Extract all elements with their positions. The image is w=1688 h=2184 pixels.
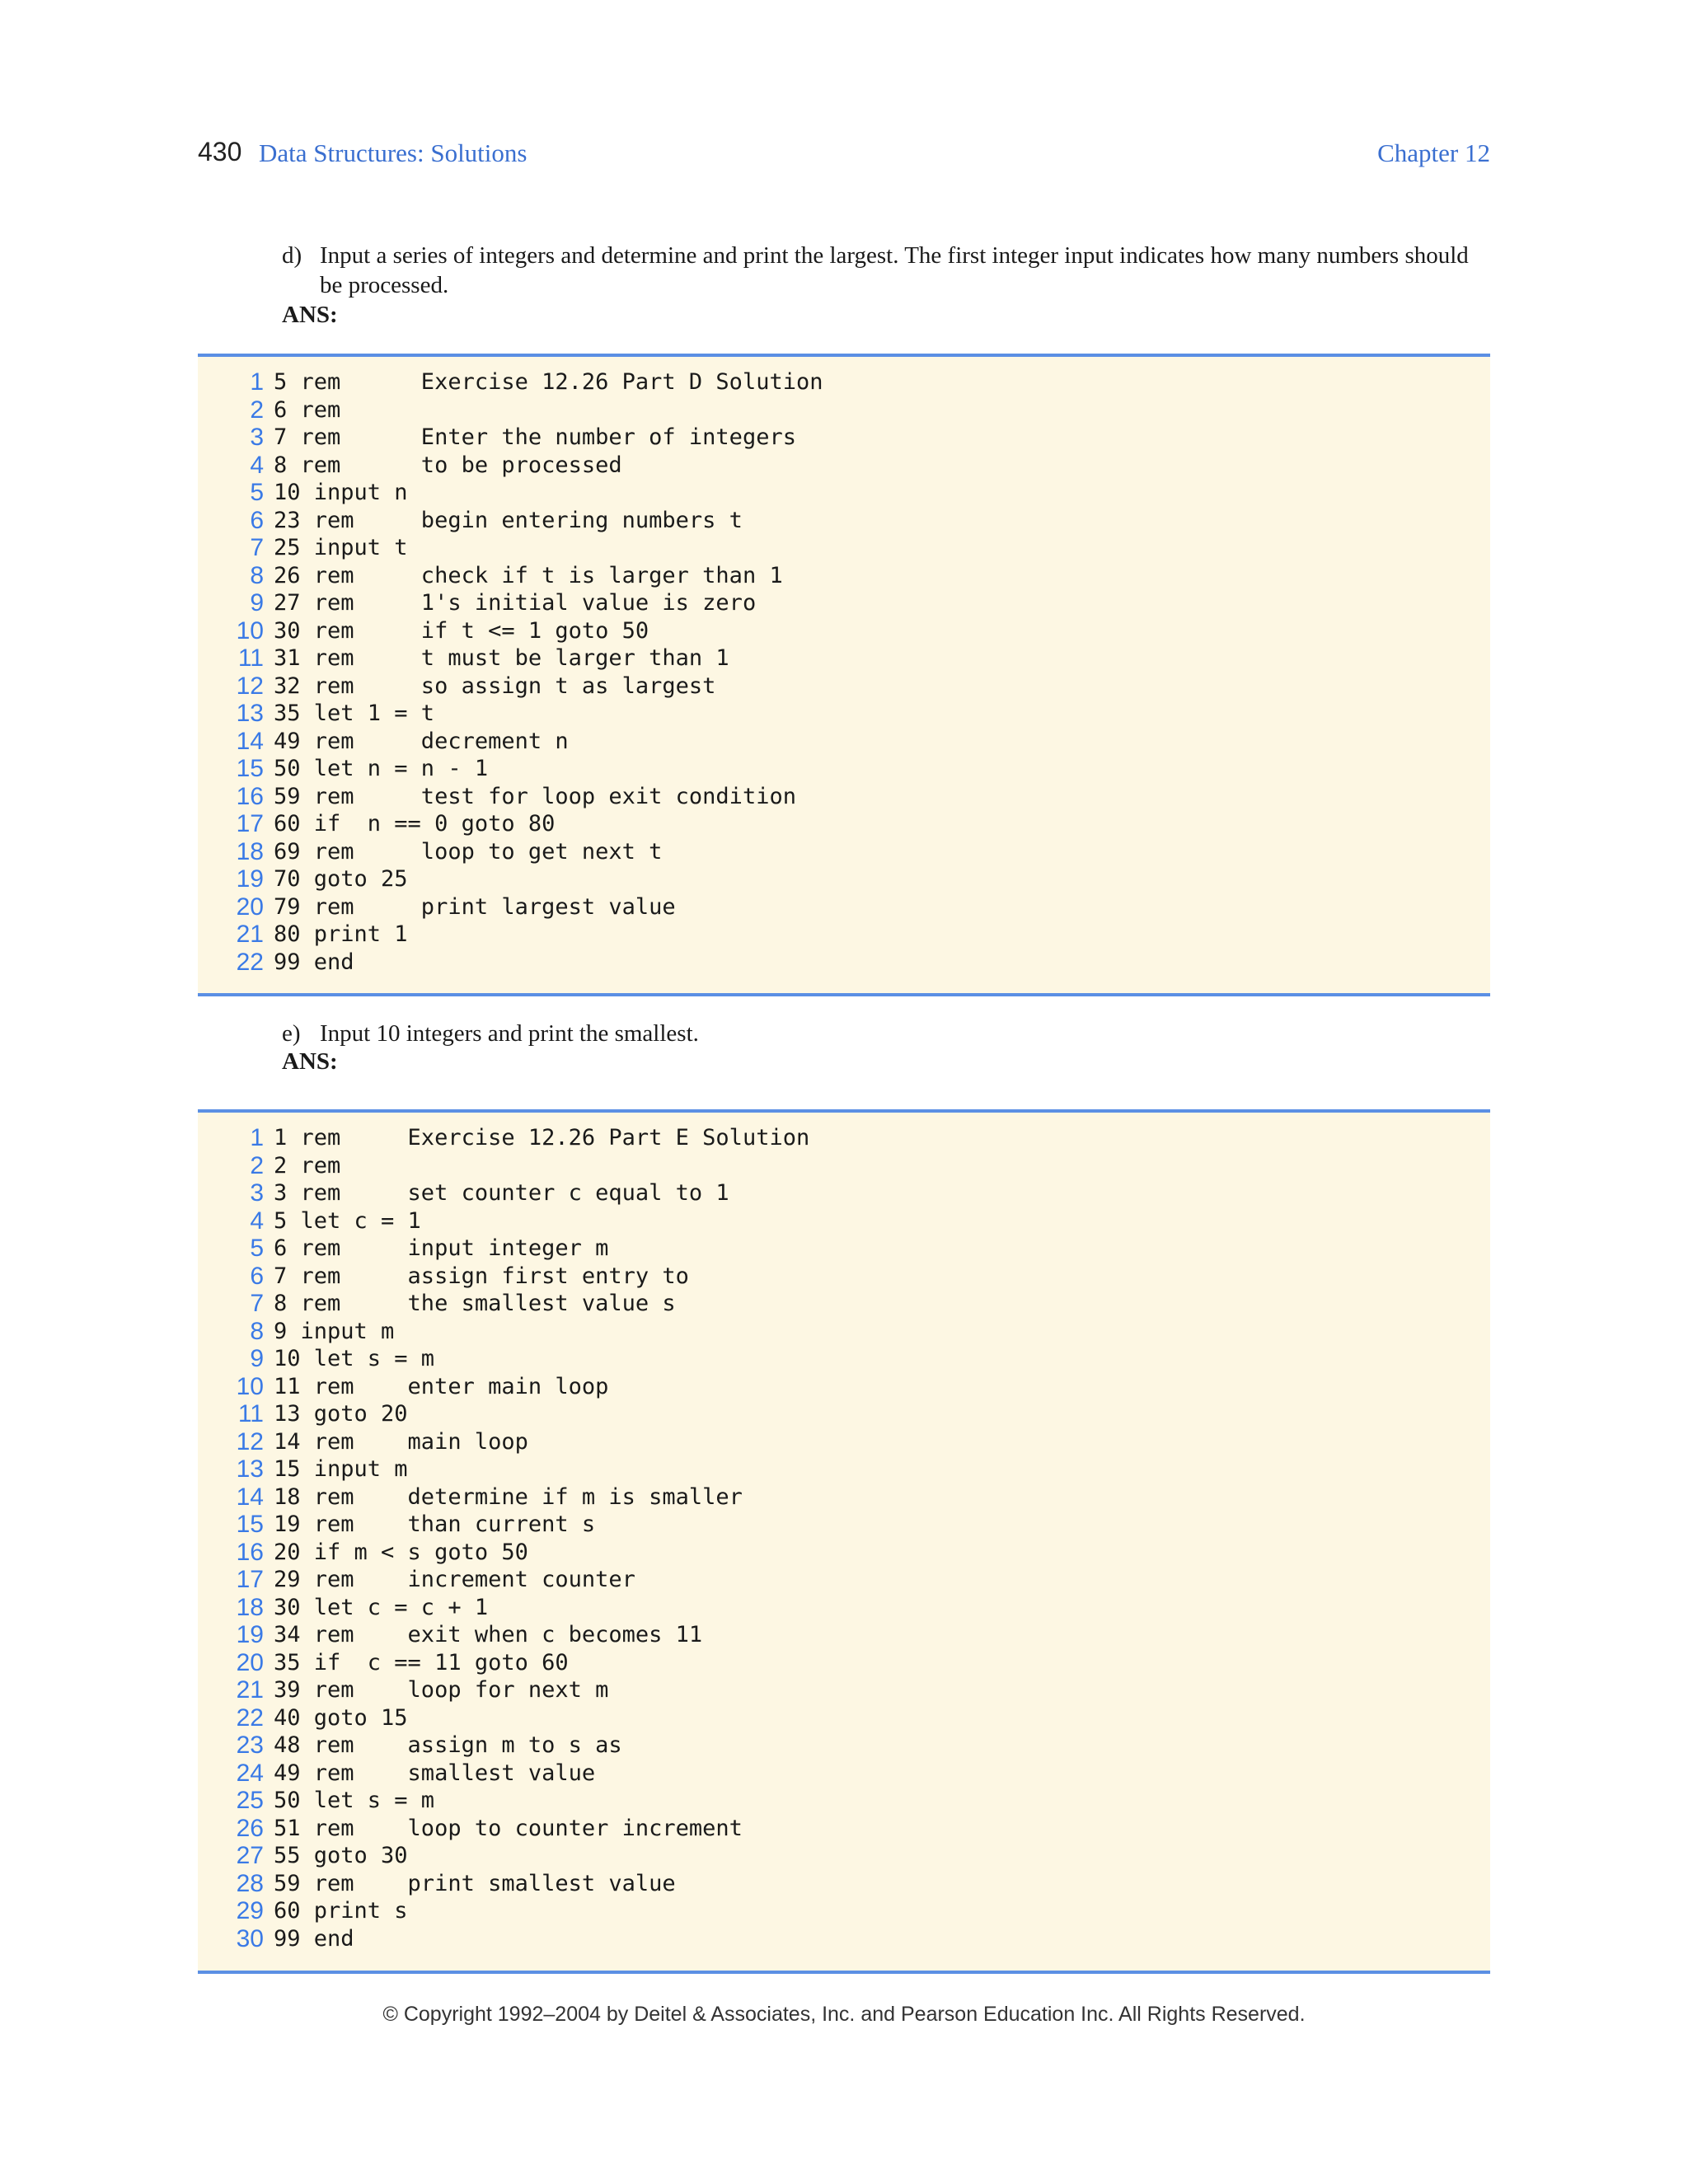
code-line: [198, 810, 1490, 838]
code-line: [198, 1760, 1490, 1788]
code-line: [198, 1373, 1490, 1401]
code-text: 29 rem increment counter: [274, 1567, 635, 1592]
code-text: 25 input t: [274, 535, 408, 560]
code-line: [198, 783, 1490, 811]
code-line: [198, 1179, 1490, 1207]
code-text: 19 rem than current s: [274, 1511, 596, 1537]
code-text: 6 rem input integer m: [274, 1235, 609, 1261]
code-line: [198, 1290, 1490, 1318]
line-number: 20: [236, 1648, 264, 1676]
code-text: 9 input m: [274, 1318, 395, 1344]
code-text: 35 if c == 11 goto 60: [274, 1649, 569, 1675]
code-text: 5 let c = 1: [274, 1207, 421, 1234]
line-number: 16: [236, 782, 264, 810]
code-line: [198, 507, 1490, 535]
code-text: 48 rem assign m to s as: [274, 1732, 622, 1758]
code-text: 10 let s = m: [274, 1346, 435, 1371]
line-number: 15: [236, 755, 264, 782]
line-number: 13: [236, 700, 264, 727]
line-number: 4: [250, 451, 264, 479]
code-line: [198, 1345, 1490, 1373]
code-line: [198, 1483, 1490, 1511]
code-line: [198, 1787, 1490, 1815]
code-text: 8 rem to be processed: [274, 452, 622, 478]
code-text: 59 rem test for loop exit condition: [274, 783, 796, 809]
question-d-letter: d): [282, 242, 302, 269]
line-number: 22: [236, 948, 264, 976]
line-number: 5: [250, 479, 264, 506]
line-number: 16: [236, 1538, 264, 1566]
code-line: [198, 1732, 1490, 1760]
code-line: [198, 1539, 1490, 1567]
code-listing-d: [198, 354, 1490, 996]
code-line: [198, 1207, 1490, 1235]
code-line: [198, 452, 1490, 480]
code-text: 51 rem loop to counter increment: [274, 1815, 743, 1841]
ans-label-d: ANS:: [282, 302, 338, 328]
line-number: 10: [236, 1372, 264, 1400]
code-text: 30 rem if t <= 1 goto 50: [274, 617, 649, 644]
line-number: 8: [250, 1317, 264, 1345]
line-number: 5: [250, 1235, 264, 1262]
line-number: 19: [236, 865, 264, 893]
code-line: [198, 1870, 1490, 1898]
line-number: 13: [236, 1455, 264, 1483]
code-text: 79 rem print largest value: [274, 893, 676, 920]
code-text: 40 goto 15: [274, 1704, 408, 1731]
line-number: 18: [236, 837, 264, 865]
line-number: 4: [250, 1207, 264, 1235]
code-line: [198, 1152, 1490, 1180]
code-line: [198, 1594, 1490, 1622]
page-header: [198, 137, 1490, 178]
code-text: 14 rem main loop: [274, 1428, 528, 1455]
line-number: 11: [237, 644, 264, 672]
line-number: 1: [250, 1124, 264, 1151]
code-text: 32 rem so assign t as largest: [274, 673, 716, 699]
code-line: [198, 893, 1490, 921]
code-line: [198, 1235, 1490, 1263]
line-number: 6: [250, 1262, 264, 1290]
code-text: 59 rem print smallest value: [274, 1870, 676, 1896]
code-line: [198, 1676, 1490, 1704]
line-number: 9: [250, 1345, 264, 1372]
line-number: 7: [250, 1290, 264, 1317]
line-number: 21: [236, 921, 264, 948]
code-text: 27 rem 1's initial value is zero: [274, 590, 757, 616]
code-text: 50 let s = m: [274, 1788, 435, 1813]
code-line: [198, 728, 1490, 756]
code-line: [198, 700, 1490, 728]
line-number: 3: [250, 1179, 264, 1207]
code-line: [198, 396, 1490, 424]
code-text: 49 rem smallest value: [274, 1760, 596, 1786]
code-text: 55 goto 30: [274, 1843, 408, 1868]
line-number: 2: [250, 396, 264, 424]
line-number: 11: [237, 1400, 264, 1427]
code-line: [198, 1649, 1490, 1677]
code-line: [198, 424, 1490, 452]
code-line: [198, 644, 1490, 673]
code-line: [198, 534, 1490, 562]
line-number: 22: [236, 1704, 264, 1732]
code-text: 5 rem Exercise 12.26 Part D Solution: [274, 369, 823, 395]
code-line: [198, 368, 1490, 396]
code-line: [198, 1897, 1490, 1925]
code-text: 70 goto 25: [274, 866, 408, 892]
question-e: [282, 1019, 1490, 1048]
code-text: 80 print 1: [274, 921, 408, 947]
question-e-text: Input 10 integers and print the smallest.: [320, 1020, 699, 1047]
code-text: 30 let c = c + 1: [274, 1594, 489, 1620]
code-line: [198, 562, 1490, 590]
line-number: 21: [236, 1676, 264, 1704]
line-number: 15: [236, 1511, 264, 1538]
code-text: 50 let n = n - 1: [274, 756, 489, 781]
code-line: [198, 673, 1490, 701]
code-text: 99 end: [274, 1925, 354, 1952]
code-line: [198, 838, 1490, 866]
code-text: 7 rem Enter the number of integers: [274, 424, 796, 450]
page-number: 430: [198, 137, 242, 166]
code-line: [198, 921, 1490, 949]
code-text: 15 input m: [274, 1456, 408, 1482]
copyright-footer: © Copyright 1992–2004 by Deitel & Associates, Inc. and Pearson Education Inc. All Rights Reserved.: [382, 2003, 1306, 2026]
code-text: 3 rem set counter c equal to 1: [274, 1180, 729, 1206]
code-line: [198, 1815, 1490, 1843]
line-number: 23: [236, 1732, 264, 1759]
code-text: 2 rem: [274, 1152, 341, 1179]
code-text: 7 rem assign first entry to: [274, 1263, 689, 1289]
code-text: 1 rem Exercise 12.26 Part E Solution: [274, 1125, 810, 1151]
code-line: [198, 1842, 1490, 1870]
code-listing-e: [198, 1109, 1490, 1974]
code-text: 31 rem t must be larger than 1: [274, 645, 729, 671]
question-e-letter: e): [282, 1020, 301, 1047]
line-number: 20: [236, 893, 264, 921]
code-text: 60 if n == 0 goto 80: [274, 811, 556, 837]
code-text: 23 rem begin entering numbers t: [274, 507, 743, 533]
line-number: 30: [236, 1924, 264, 1952]
code-text: 20 if m < s goto 50: [274, 1539, 528, 1565]
line-number: 8: [250, 561, 264, 589]
question-d-text: Input a series of integers and determine and print the largest. The first integer input indicates how many numbers should be processed.: [320, 242, 1469, 298]
code-line: [198, 1566, 1490, 1594]
code-line: [198, 1263, 1490, 1291]
code-text: 11 rem enter main loop: [274, 1373, 609, 1399]
line-number: 12: [236, 1427, 264, 1455]
line-number: 7: [250, 534, 264, 561]
code-text: 34 rem exit when c becomes 11: [274, 1622, 703, 1647]
code-text: 18 rem determine if m is smaller: [274, 1483, 743, 1510]
line-number: 10: [236, 616, 264, 644]
line-number: 28: [236, 1869, 264, 1897]
code-text: 13 goto 20: [274, 1401, 408, 1427]
line-number: 6: [250, 506, 264, 534]
code-text: 99 end: [274, 949, 354, 975]
chapter-label: Chapter 12: [1377, 138, 1490, 167]
line-number: 26: [236, 1814, 264, 1842]
code-text: 60 print s: [274, 1898, 408, 1924]
code-line: [198, 1400, 1490, 1428]
line-number: 14: [236, 727, 264, 755]
line-number: 19: [236, 1621, 264, 1648]
code-line: [198, 617, 1490, 645]
line-number: 25: [236, 1787, 264, 1814]
line-number: 27: [236, 1842, 264, 1869]
code-line: [198, 1428, 1490, 1456]
code-text: 39 rem loop for next m: [274, 1677, 609, 1703]
code-line: [198, 1455, 1490, 1483]
code-line: [198, 755, 1490, 783]
code-text: 69 rem loop to get next t: [274, 838, 663, 865]
code-text: 8 rem the smallest value s: [274, 1291, 676, 1316]
line-number: 17: [236, 810, 264, 837]
line-number: 17: [236, 1566, 264, 1593]
code-text: 6 rem: [274, 396, 341, 423]
code-line: [198, 1925, 1490, 1953]
code-line: [198, 949, 1490, 977]
line-number: 9: [250, 589, 264, 616]
code-line: [198, 1511, 1490, 1539]
line-number: 18: [236, 1593, 264, 1621]
code-line: [198, 479, 1490, 507]
line-number: 2: [250, 1151, 264, 1179]
ans-label-e: ANS:: [282, 1048, 338, 1075]
question-d: [282, 241, 1490, 300]
line-number: 14: [236, 1483, 264, 1511]
code-line: [198, 1318, 1490, 1346]
line-number: 3: [250, 424, 264, 451]
line-number: 1: [250, 368, 264, 396]
section-title: Data Structures: Solutions: [259, 138, 528, 167]
code-line: [198, 589, 1490, 617]
code-text: 26 rem check if t is larger than 1: [274, 562, 783, 588]
line-number: 29: [236, 1897, 264, 1924]
code-text: 49 rem decrement n: [274, 728, 569, 754]
code-line: [198, 1124, 1490, 1152]
code-text: 35 let 1 = t: [274, 701, 435, 726]
line-number: 24: [236, 1759, 264, 1787]
code-line: [198, 865, 1490, 893]
code-line: [198, 1704, 1490, 1732]
code-line: [198, 1621, 1490, 1649]
line-number: 12: [236, 672, 264, 700]
code-text: 10 input n: [274, 480, 408, 505]
